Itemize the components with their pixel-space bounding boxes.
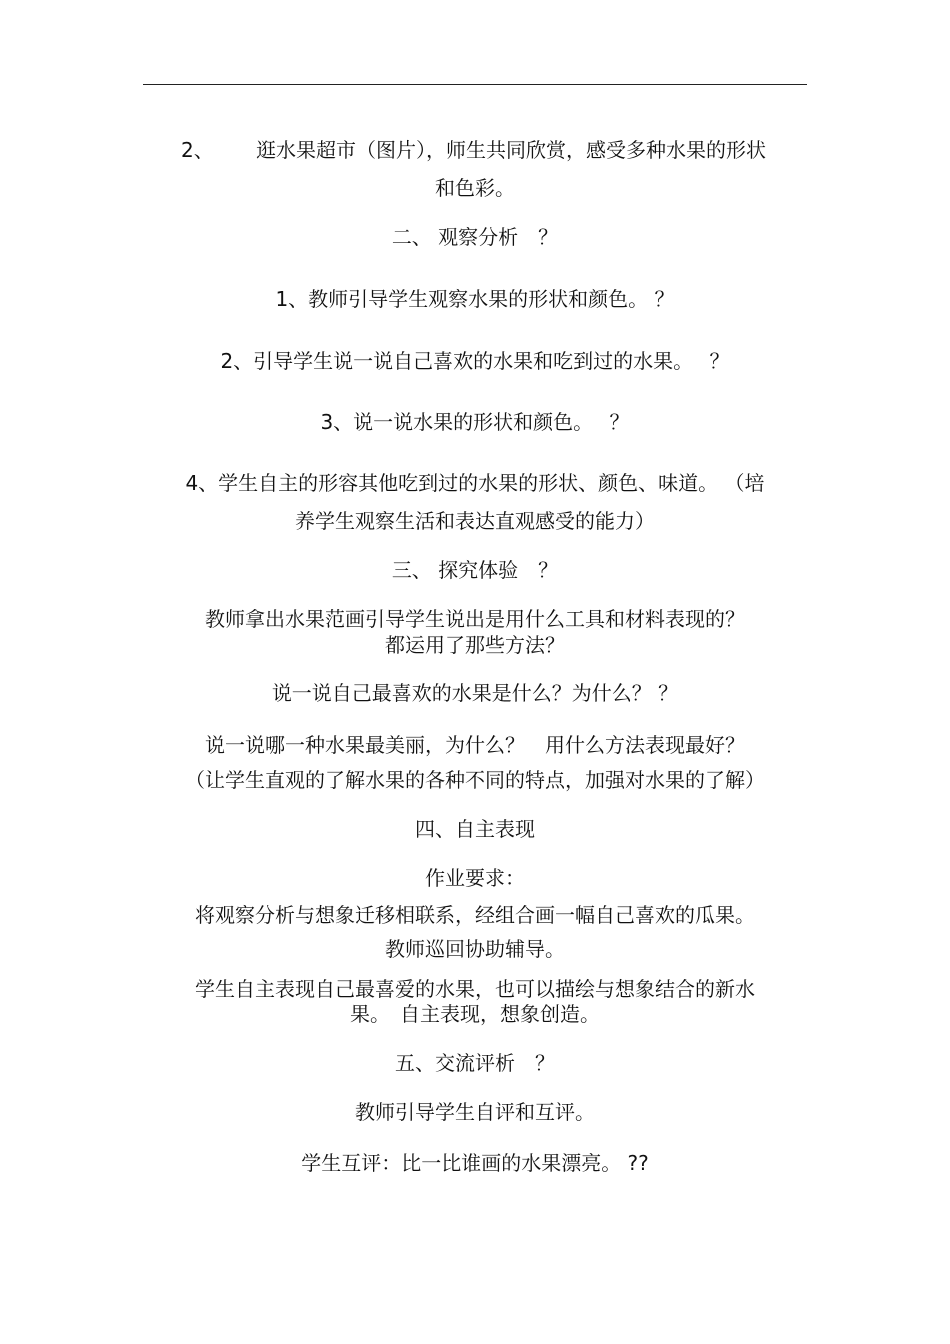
paragraph: 说一说哪一种水果最美丽，为什么？ 用什么方法表现最好？ [205, 733, 745, 757]
paragraph: 说一说自己最喜欢的水果是什么？为什么？ ？ [271, 681, 679, 705]
paragraph: 将观察分析与想象迁移相联系，经组合画一幅自己喜欢的瓜果。 [195, 903, 755, 927]
paragraph: 逛水果超市（图片），师生共同欣赏，感受多种水果的形状 [256, 138, 766, 162]
header-rule [143, 84, 807, 85]
list-number: 2、 [181, 138, 214, 162]
paragraph: 2、引导学生说一说自己喜欢的水果和吃到过的水果。 ？ [220, 349, 730, 373]
paragraph: 教师引导学生自评和互评。 [355, 1100, 595, 1124]
section-heading: 四、自主表现 [415, 817, 535, 841]
paragraph: 作业要求： [425, 866, 525, 890]
section-heading: 三、 探究体验 ？ [391, 558, 559, 582]
paragraph: 养学生观察生活和表达直观感受的能力） [295, 509, 655, 533]
paragraph: 学生自主表现自己最喜爱的水果，也可以描绘与想象结合的新水 [195, 977, 755, 1001]
paragraph: 3、说一说水果的形状和颜色。 ？ [320, 410, 630, 434]
paragraph: 教师巡回协助辅导。 [385, 937, 565, 961]
section-heading: 五、交流评析 ？ [395, 1051, 555, 1075]
paragraph: 都运用了那些方法？ [385, 633, 565, 657]
paragraph: 和色彩。 [435, 176, 515, 200]
paragraph: 1、教师引导学生观察水果的形状和颜色。 ？ [275, 287, 675, 311]
paragraph: 4、学生自主的形容其他吃到过的水果的形状、颜色、味道。 （培 [185, 471, 765, 495]
paragraph: 教师拿出水果范画引导学生说出是用什么工具和材料表现的？ [205, 607, 745, 631]
paragraph: 学生互评：比一比谁画的水果漂亮。 ?? [301, 1151, 649, 1175]
section-heading: 二、 观察分析 ？ [391, 225, 559, 249]
paragraph: 果。 自主表现，想象创造。 [350, 1002, 600, 1026]
paragraph: （让学生直观的了解水果的各种不同的特点，加强对水果的了解） [185, 768, 765, 792]
